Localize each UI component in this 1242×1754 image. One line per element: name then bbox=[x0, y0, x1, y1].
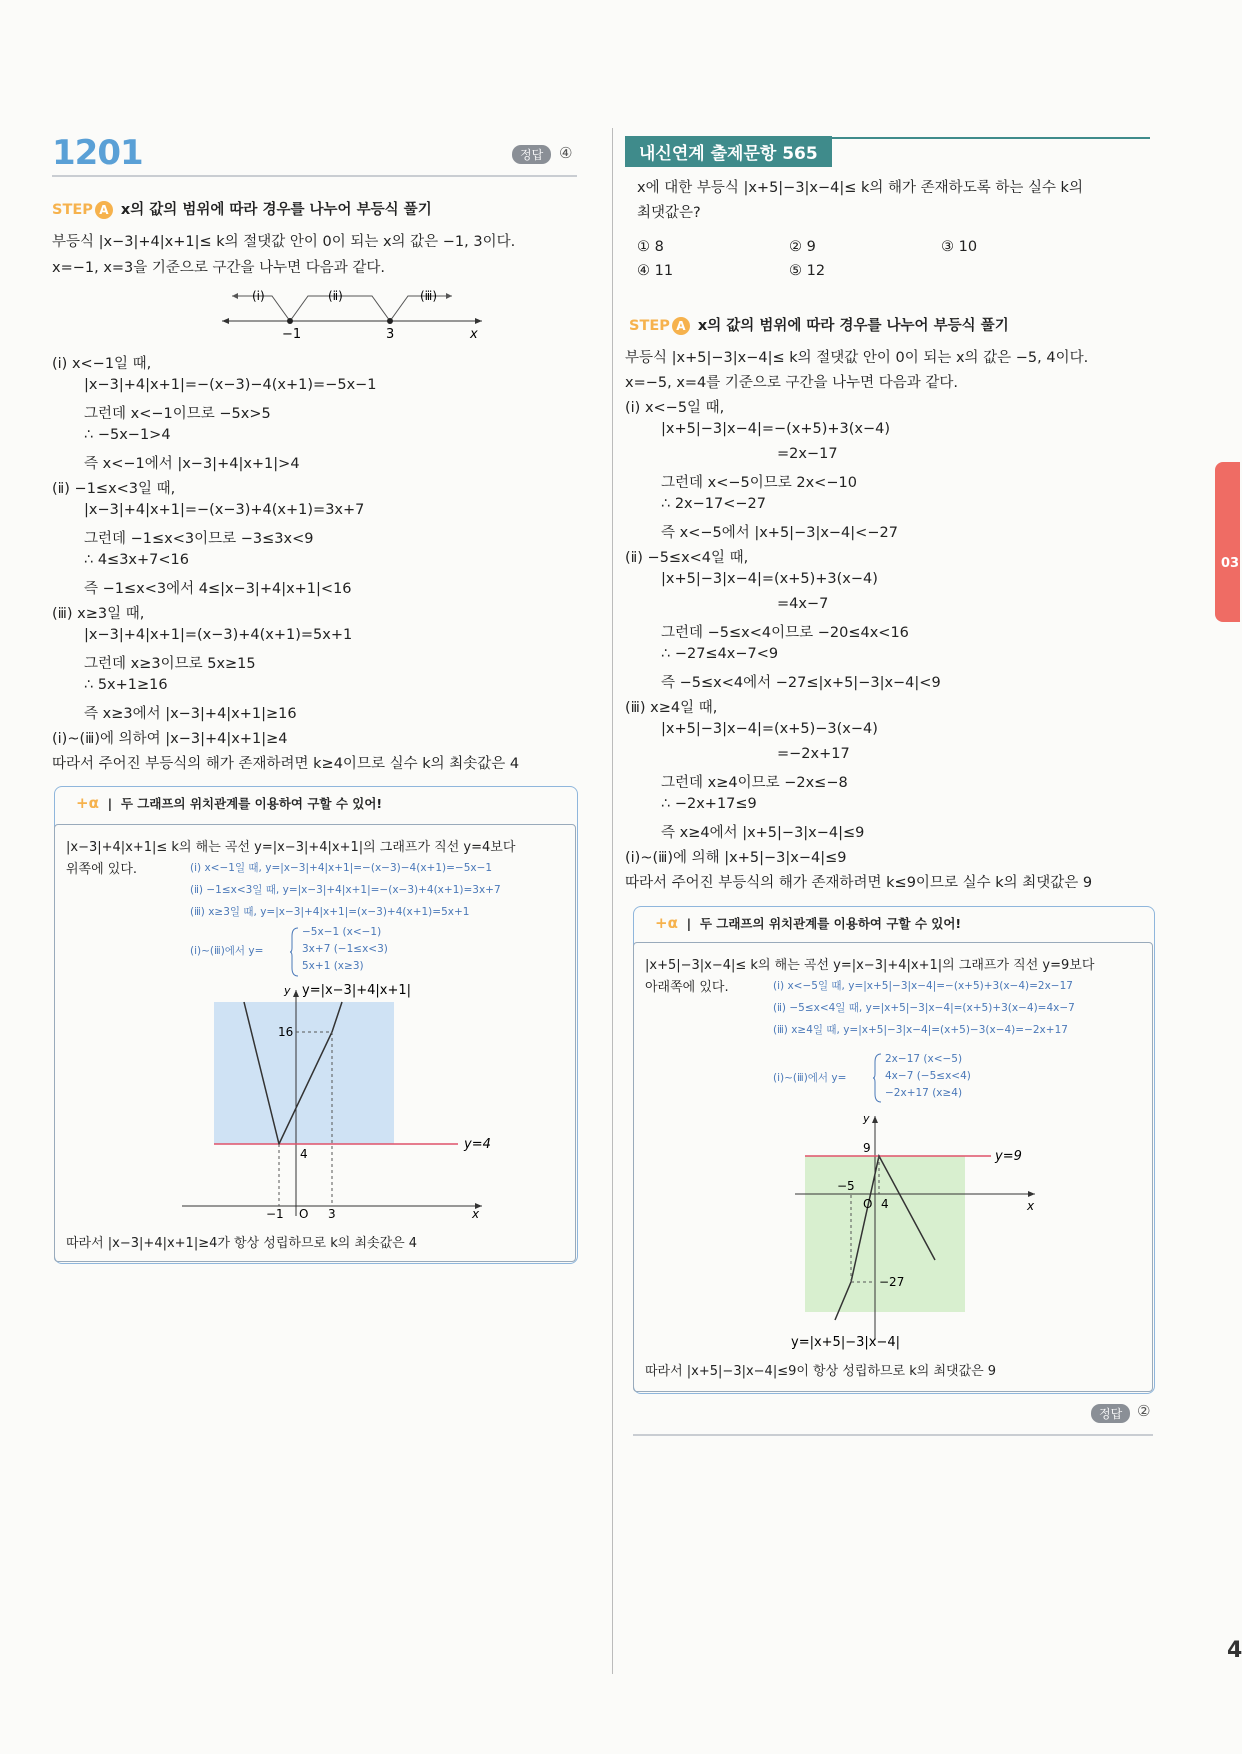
piecewise-prefix: (ⅰ)~(ⅲ)에서 y= bbox=[773, 1072, 847, 1084]
graph-right bbox=[791, 1110, 1055, 1354]
solution-line: 그런데 x<−5이므로 2x<−10 bbox=[661, 475, 857, 491]
solution-line: 즉 x≥4에서 |x+5|−3|x−4|≤9 bbox=[661, 825, 865, 841]
problem-number: 1201 bbox=[52, 133, 143, 173]
piecewise-brace bbox=[290, 926, 300, 978]
header-rule bbox=[52, 175, 577, 177]
solution-line: ∴ −5x−1>4 bbox=[84, 427, 171, 443]
solution-line: (ⅲ) x≥4일 때, bbox=[625, 700, 718, 716]
box-case: (ⅱ) −1≤x<3일 때, y=|x−3|+4|x+1|=−(x−3)+4(x+1)=3x+7 bbox=[190, 884, 501, 896]
solution-line: 부등식 |x+5|−3|x−4|≤ k의 절댓값 안이 0이 되는 x의 값은 −5, 4이다. bbox=[625, 350, 1089, 366]
solution-line: |x−3|+4|x+1|=−(x−3)−4(x+1)=−5x−1 bbox=[84, 377, 377, 393]
column-divider bbox=[612, 128, 613, 1674]
graph-line-label: y=4 bbox=[464, 1137, 491, 1152]
graph-tick: 3 bbox=[328, 1207, 336, 1221]
solution-line: |x−3|+4|x+1|=−(x−3)+4(x+1)=3x+7 bbox=[84, 502, 365, 518]
answer-value: ② bbox=[1137, 1402, 1151, 1420]
solution-line: (ⅱ) −1≤x<3일 때, bbox=[52, 481, 176, 497]
interval-diagram bbox=[212, 284, 492, 342]
piece: 5x+1 (x≥3) bbox=[302, 960, 364, 972]
intro-line: 부등식 |x−3|+4|x+1|≤ k의 절댓값 안이 0이 되는 x의 값은 −1, 3이다. bbox=[52, 234, 516, 250]
plus-alpha-title: +α | 두 그래프의 위치관계를 이용하여 구할 수 있어! bbox=[655, 914, 962, 932]
box-case: (ⅲ) x≥4일 때, y=|x+5|−3|x−4|=(x+5)−3(x−4)=−2x+17 bbox=[773, 1024, 1068, 1036]
box-case: (ⅱ) −5≤x<4일 때, y=|x+5|−3|x−4|=(x+5)+3(x−4)=4x−7 bbox=[773, 1002, 1075, 1014]
footer-rule bbox=[633, 1434, 1153, 1436]
choice-5[interactable]: ⑤ 12 bbox=[789, 263, 826, 279]
box-case: (ⅰ) x<−1일 때, y=|x−3|+4|x+1|=−(x−3)−4(x+1)=−5x−1 bbox=[190, 862, 493, 874]
solution-line: ∴ −27≤4x−7<9 bbox=[661, 646, 779, 662]
graph-y-axis: y bbox=[284, 984, 291, 997]
piecewise-prefix: (ⅰ)~(ⅲ)에서 y= bbox=[190, 945, 264, 957]
solution-line: 그런데 x≥4이므로 −2x≤−8 bbox=[661, 775, 848, 791]
piece: 2x−17 (x<−5) bbox=[885, 1053, 963, 1065]
box-desc: |x+5|−3|x−4|≤ k의 해는 곡선 y=|x−3|+4|x+1|의 그래프가 직선 y=9보다 bbox=[645, 958, 1095, 973]
chapter-side-tab bbox=[1215, 462, 1240, 622]
solution-line: (ⅰ)~(ⅲ)에 의해 |x+5|−3|x−4|≤9 bbox=[625, 850, 847, 866]
box-conclusion: 따라서 |x+5|−3|x−4|≤9이 항상 성립하므로 k의 최댓값은 9 bbox=[645, 1364, 997, 1379]
interval-label: (ⅱ) bbox=[328, 289, 343, 303]
solution-line: 따라서 주어진 부등식의 해가 존재하려면 k≥4이므로 실수 k의 최솟값은 4 bbox=[52, 756, 520, 772]
solution-line: x=−5, x=4를 기준으로 구간을 나누면 다음과 같다. bbox=[625, 375, 959, 391]
graph-tick: −5 bbox=[837, 1179, 855, 1193]
solution-line: (ⅲ) x≥3일 때, bbox=[52, 606, 145, 622]
question-line: 최댓값은? bbox=[637, 205, 701, 221]
box-case: (ⅰ) x<−5일 때, y=|x+5|−3|x−4|=−(x+5)+3(x−4)=2x−17 bbox=[773, 980, 1073, 992]
solution-line: |x+5|−3|x−4|=−(x+5)+3(x−4) bbox=[661, 421, 891, 437]
piece: −5x−1 (x<−1) bbox=[302, 926, 382, 938]
graph-curve-label: y=|x−3|+4|x+1| bbox=[302, 983, 411, 998]
box-desc: 아래쪽에 있다. bbox=[645, 980, 729, 995]
choice-2[interactable]: ② 9 bbox=[789, 239, 816, 255]
solution-line: 즉 x<−1에서 |x−3|+4|x+1|>4 bbox=[84, 456, 300, 472]
interval-label: (ⅲ) bbox=[420, 289, 438, 303]
chapter-side-label: 03 bbox=[1221, 556, 1240, 571]
solution-line: (ⅱ) −5≤x<4일 때, bbox=[625, 550, 749, 566]
solution-line: =−2x+17 bbox=[777, 746, 850, 762]
solution-line: 즉 x≥3에서 |x−3|+4|x+1|≥16 bbox=[84, 706, 297, 722]
piecewise-brace bbox=[873, 1052, 883, 1104]
interval-point: 3 bbox=[386, 327, 395, 342]
solution-line: =4x−7 bbox=[777, 596, 829, 612]
graph-tick: 4 bbox=[300, 1147, 308, 1161]
reference-tab: 내신연계 출제문항 565 bbox=[625, 136, 832, 167]
solution-line: ∴ 5x+1≥16 bbox=[84, 677, 168, 693]
box-desc: |x−3|+4|x+1|≤ k의 해는 곡선 y=|x−3|+4|x+1|의 그래프가 직선 y=4보다 bbox=[66, 840, 516, 855]
box-conclusion: 따라서 |x−3|+4|x+1|≥4가 항상 성립하므로 k의 최솟값은 4 bbox=[66, 1236, 418, 1251]
choice-1[interactable]: ① 8 bbox=[637, 239, 664, 255]
step-heading: STEP A x의 값의 범위에 따라 경우를 나누어 부등식 풀기 bbox=[629, 318, 1009, 334]
answer-tag: 정답 bbox=[512, 145, 551, 164]
solution-line: ∴ 2x−17<−27 bbox=[661, 496, 766, 512]
solution-line: |x+5|−3|x−4|=(x+5)+3(x−4) bbox=[661, 571, 878, 587]
solution-line: ∴ −2x+17≤9 bbox=[661, 796, 757, 812]
solution-line: (ⅰ) x<−1일 때, bbox=[52, 356, 152, 372]
solution-line: |x+5|−3|x−4|=(x+5)−3(x−4) bbox=[661, 721, 878, 737]
step-heading: STEP A x의 값의 범위에 따라 경우를 나누어 부등식 풀기 bbox=[52, 202, 432, 218]
graph-x-axis: x bbox=[472, 1207, 480, 1221]
page-number: 4 bbox=[1227, 1638, 1242, 1663]
answer-tag: 정답 bbox=[1091, 1404, 1130, 1423]
choice-4[interactable]: ④ 11 bbox=[637, 263, 674, 279]
graph-x-axis: x bbox=[1027, 1199, 1035, 1213]
interval-label: (ⅰ) bbox=[252, 289, 265, 303]
graph-curve-label: y=|x+5|−3|x−4| bbox=[791, 1335, 900, 1350]
box-case: (ⅲ) x≥3일 때, y=|x−3|+4|x+1|=(x−3)+4(x+1)=5x+1 bbox=[190, 906, 470, 918]
graph-left bbox=[182, 980, 502, 1220]
solution-line: 즉 −1≤x<3에서 4≤|x−3|+4|x+1|<16 bbox=[84, 581, 352, 597]
box-desc: 위쪽에 있다. bbox=[66, 862, 138, 877]
question-line: x에 대한 부등식 |x+5|−3|x−4|≤ k의 해가 존재하도록 하는 실수 k의 bbox=[637, 180, 1083, 196]
graph-tick: 4 bbox=[881, 1197, 889, 1211]
solution-line: |x−3|+4|x+1|=(x−3)+4(x+1)=5x+1 bbox=[84, 627, 353, 643]
solution-line: 즉 −5≤x<4에서 −27≤|x+5|−3|x−4|<9 bbox=[661, 675, 941, 691]
interval-axis: x bbox=[470, 327, 478, 342]
solution-line: 그런데 x≥3이므로 5x≥15 bbox=[84, 656, 256, 672]
solution-line: 즉 x<−5에서 |x+5|−3|x−4|<−27 bbox=[661, 525, 898, 541]
solution-line: (ⅰ)~(ⅲ)에 의하여 |x−3|+4|x+1|≥4 bbox=[52, 731, 288, 747]
graph-tick: 16 bbox=[278, 1025, 294, 1039]
plus-alpha-title: +α | 두 그래프의 위치관계를 이용하여 구할 수 있어! bbox=[76, 794, 383, 812]
solution-line: =2x−17 bbox=[777, 446, 838, 462]
intro-line: x=−1, x=3을 기준으로 구간을 나누면 다음과 같다. bbox=[52, 260, 386, 276]
graph-line-label: y=9 bbox=[995, 1149, 1022, 1164]
interval-point: −1 bbox=[282, 327, 302, 342]
graph-origin: O bbox=[299, 1207, 309, 1221]
graph-y-axis: y bbox=[863, 1112, 870, 1125]
graph-origin: O bbox=[863, 1197, 873, 1211]
piece: −2x+17 (x≥4) bbox=[885, 1087, 963, 1099]
graph-tick: −1 bbox=[266, 1207, 284, 1221]
piece: 4x−7 (−5≤x<4) bbox=[885, 1070, 971, 1082]
choice-3[interactable]: ③ 10 bbox=[941, 239, 978, 255]
solution-line: ∴ 4≤3x+7<16 bbox=[84, 552, 189, 568]
solution-line: 따라서 주어진 부등식의 해가 존재하려면 k≤9이므로 실수 k의 최댓값은 9 bbox=[625, 875, 1093, 891]
solution-line: 그런데 x<−1이므로 −5x>5 bbox=[84, 406, 271, 422]
solution-line: 그런데 −1≤x<3이므로 −3≤3x<9 bbox=[84, 531, 314, 547]
graph-tick: −27 bbox=[879, 1275, 905, 1289]
answer-value: ④ bbox=[559, 144, 573, 162]
piece: 3x+7 (−1≤x<3) bbox=[302, 943, 388, 955]
solution-line: (ⅰ) x<−5일 때, bbox=[625, 400, 725, 416]
graph-tick: 9 bbox=[863, 1141, 871, 1155]
solution-line: 그런데 −5≤x<4이므로 −20≤4x<16 bbox=[661, 625, 909, 641]
